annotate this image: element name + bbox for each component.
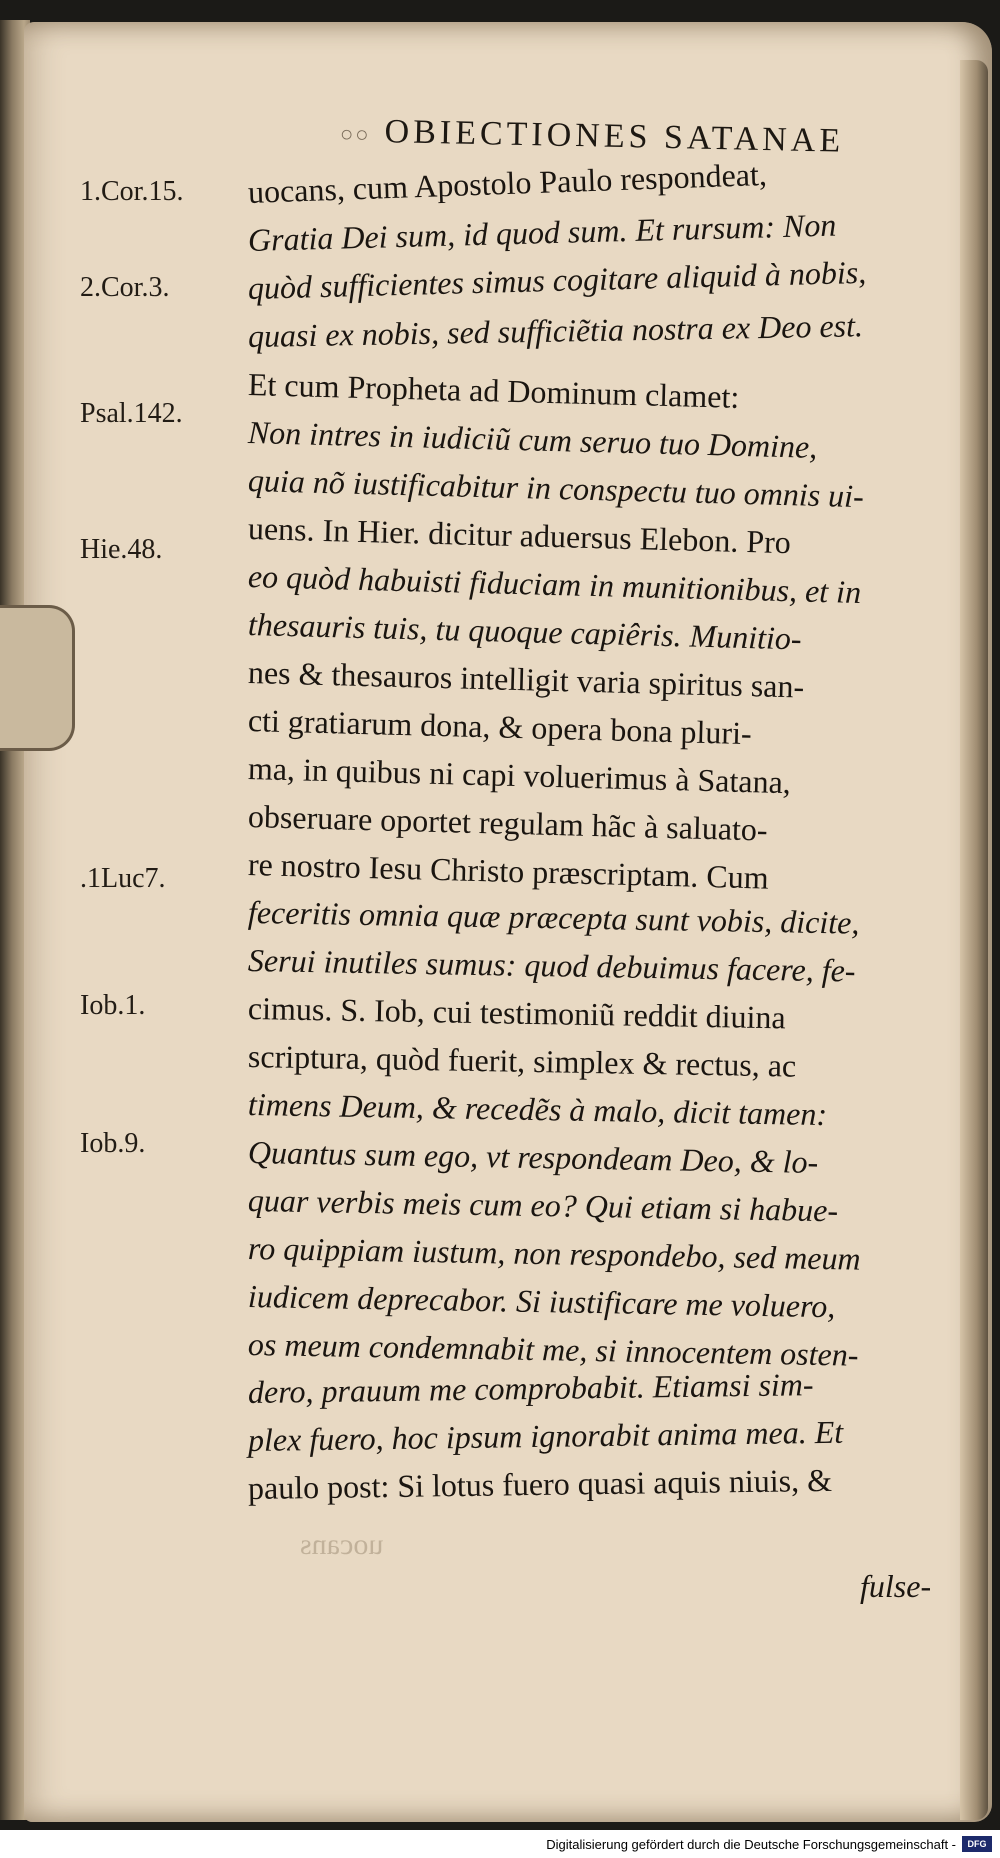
margin-note: Iob.1.	[80, 990, 146, 1021]
text-line: Serui inutiles sumus: quod debuimus facere, fe-	[247, 942, 856, 989]
text-line: ma, in quibus ni capi voluerimus à Satana,	[247, 750, 792, 801]
catchword: fulse-	[860, 1568, 932, 1604]
text-line: plex fuero, hoc ipsum ignorabit anima mea. Et	[247, 1413, 844, 1458]
text-line: Quantus sum ego, vt respondeam Deo, & lo-	[247, 1134, 819, 1180]
text-line: thesauris tuis, tu quoque capiêris. Munitio-	[247, 606, 803, 657]
running-head-text: OBIECTIONES SATANAE	[384, 113, 845, 160]
text-line: uocans, cum Apostolo Paulo respondeat,	[247, 155, 768, 210]
text-line: feceritis omnia quæ præcepta sunt vobis, dicite,	[247, 894, 860, 941]
margin-note: 1.Cor.15.	[80, 176, 184, 207]
text-line: quar verbis meis cum eo? Qui etiam si habue-	[247, 1182, 839, 1229]
bleed-through-text: uocans	[300, 1528, 384, 1561]
page-fore-edge	[960, 60, 988, 1820]
text-line: obseruare oportet regulam hãc à saluato-	[247, 798, 769, 848]
text-line: quasi ex nobis, sed sufficiẽtia nostra ex Deo est.	[247, 307, 864, 354]
margin-note: Psal.142.	[80, 398, 183, 429]
text-line: nes & thesauros intelligit varia spiritus san-	[247, 654, 805, 705]
head-ornament: ○○	[339, 121, 371, 147]
footer-credit: Digitalisierung gefördert durch die Deutsche Forschungsgemeinschaft -	[546, 1837, 956, 1852]
text-line: Et cum Propheta ad Dominum clamet:	[247, 366, 740, 415]
text-line: iudicem deprecabor. Si iustificare me voluero,	[247, 1278, 836, 1325]
margin-note: Hie.48.	[80, 534, 163, 565]
text-line: os meum condemnabit me, si innocentem osten-	[247, 1326, 859, 1373]
text-line: Gratia Dei sum, id quod sum. Et rursum: Non	[247, 206, 837, 258]
text-line: quòd sufficientes simus cogitare aliquid à nobis,	[247, 253, 867, 306]
margin-note: Iob.9.	[80, 1128, 146, 1159]
text-line: dero, prauum me comprobabit. Etiamsi sim-	[247, 1366, 814, 1410]
margin-note: 2.Cor.3.	[80, 272, 170, 303]
text-line: cti gratiarum dona, & opera bona pluri-	[247, 702, 753, 752]
book-clasp	[0, 605, 75, 751]
text-line: eo quòd habuisti fiduciam in munitionibus, et in	[247, 558, 862, 611]
text-line: quia nõ iustificabitur in conspectu tuo omnis ui-	[247, 462, 865, 515]
text-line: cimus. S. Iob, cui testimoniũ reddit diuina	[247, 990, 786, 1036]
text-line: scriptura, quòd fuerit, simplex & rectus, ac	[247, 1038, 797, 1084]
text-line: re nostro Iesu Christo præscriptam. Cum	[247, 846, 770, 896]
text-line: uens. In Hier. dicitur aduersus Elebon. Pro	[247, 510, 792, 561]
digitization-footer	[0, 1830, 1000, 1858]
margin-note: .1Luc7.	[80, 863, 166, 894]
text-line: timens Deum, & recedẽs à malo, dicit tamen:	[247, 1086, 828, 1133]
dfg-logo-icon: DFG	[962, 1836, 992, 1852]
text-line: ro quippiam iustum, non respondebo, sed meum	[247, 1230, 861, 1277]
text-line: paulo post: Si lotus fuero quasi aquis niuis, &	[247, 1461, 833, 1506]
text-line: Non intres in iudiciũ cum seruo tuo Domine,	[247, 414, 818, 465]
